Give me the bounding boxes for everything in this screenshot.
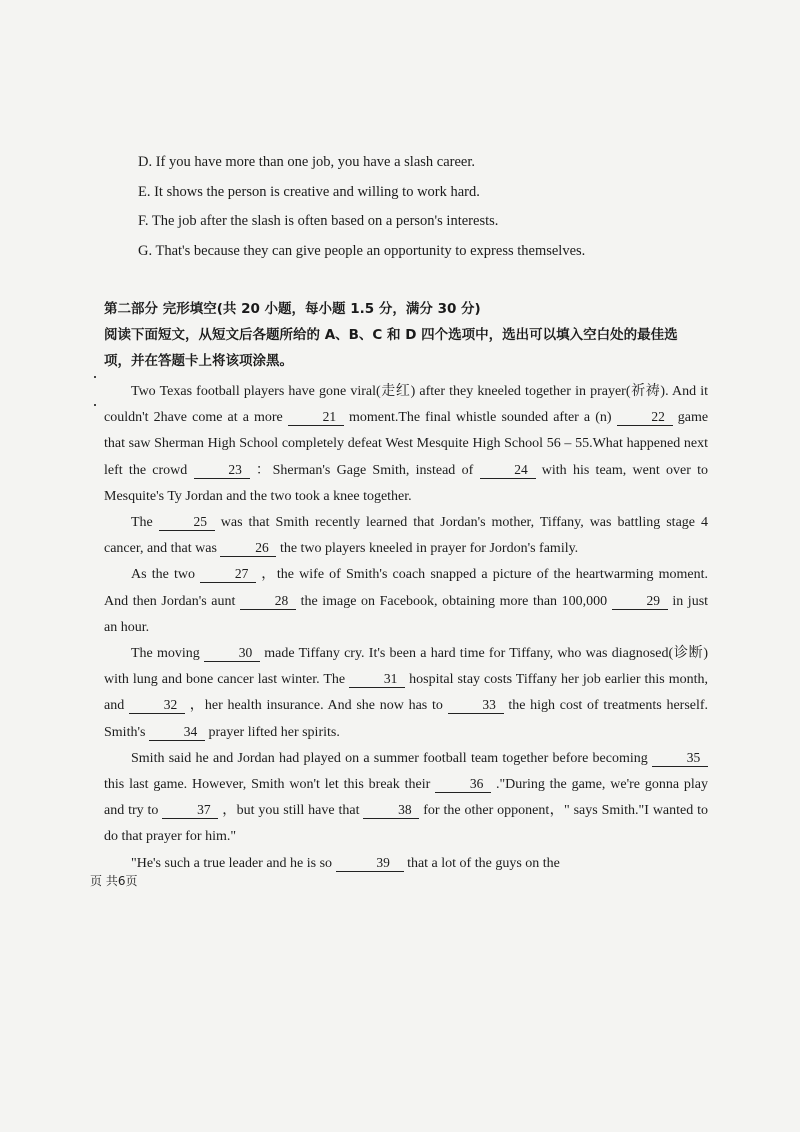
option-d: D. If you have more than one job, you have a slash career. — [138, 154, 476, 170]
blank-31: 31 — [349, 671, 405, 688]
blank-29: 29 — [612, 593, 668, 610]
passage-text: As the two — [131, 567, 195, 583]
section-instruction-line-1: 阅读下面短文，从短文后各题所给的 A、B、C 和 D 四个选项中，选出可以填入空白处的最佳选 — [104, 327, 678, 343]
blank-37: 37 — [162, 802, 218, 819]
passage-text: the two players kneeled in prayer for Jordon's family. — [279, 541, 579, 557]
paragraph-4 — [104, 641, 708, 746]
paragraph-3 — [104, 562, 708, 641]
passage-text: made Tiffany cry. It's been a hard time for Tiffany, who was diagnosed(诊断) with lung and bone cancer last winter. The — [104, 646, 709, 688]
option-e: E. It shows the person is creative and willing to work hard. — [138, 183, 480, 200]
passage-text: ，but you still have that — [222, 803, 360, 819]
paragraph-1 — [104, 379, 708, 510]
passage-text: Two Texas football players have gone viral(走红) after they kneeled together in prayer(祈祷). And it couldn't 2have come at a more — [104, 384, 708, 426]
page-footer: 页 共6页 — [90, 874, 138, 888]
passage-text: The moving — [131, 646, 200, 662]
blank-24: 24 — [480, 462, 536, 479]
blank-26: 26 — [220, 540, 276, 557]
blank-38: 38 — [363, 802, 419, 819]
passage-text: in just an hour. — [104, 593, 709, 635]
paragraph-2 — [104, 510, 708, 562]
blank-35: 35 — [652, 750, 708, 767]
blank-25: 25 — [159, 514, 215, 531]
passage-text: "He's such a true leader and he is so — [131, 855, 333, 871]
blank-28: 28 — [240, 593, 296, 610]
section-instruction-line-2: 项，并在答题卡上将该项涂黑。 — [104, 353, 293, 369]
passage-text: ，the wife of Smith's coach snapped a picture of the heartwarming moment. And then Jordan's aunt — [104, 567, 709, 609]
paragraph-5 — [104, 746, 708, 851]
passage-text: moment.The final whistle sounded after a (n) — [348, 410, 612, 426]
margin-mark — [94, 376, 96, 378]
passage-text: was that Smith recently learned that Jordan's mother, Tiffany, was battling stage 4 cancer, and that was — [104, 515, 709, 557]
option-g: G. That's because they can give people an opportunity to express themselves. — [138, 242, 586, 259]
passage-text: prayer lifted her spirits. — [208, 724, 340, 740]
cloze-passage — [104, 379, 708, 877]
blank-32: 32 — [129, 697, 185, 714]
passage-text: with his team, went over to Mesquite's Ty Jordan and the two took a knee together. — [104, 462, 709, 504]
blank-34: 34 — [149, 724, 205, 741]
blank-22: 22 — [617, 409, 673, 426]
passage-text: the high cost of treatments herself. Smith's — [104, 698, 709, 740]
blank-39: 39 — [336, 855, 404, 872]
passage-text: for the other opponent，" says Smith."I wanted to do that prayer for him." — [104, 803, 709, 845]
answer-options — [138, 148, 658, 266]
blank-21: 21 — [288, 409, 344, 426]
blank-33: 33 — [448, 697, 504, 714]
passage-text: ."During the game, we're gonna play and try to — [104, 777, 708, 819]
blank-23: 23 — [194, 462, 250, 479]
section-heading — [104, 296, 716, 375]
margin-mark — [94, 404, 96, 406]
passage-text: ：Sherman's Gage Smith, instead of — [255, 462, 474, 478]
passage-text: Smith said he and Jordan had played on a summer football team together before becoming — [131, 750, 648, 766]
passage-text: the image on Facebook, obtaining more than 100,000 — [300, 593, 608, 609]
blank-27: 27 — [200, 566, 256, 583]
blank-36: 36 — [435, 776, 491, 793]
passage-text: game that saw Sherman High School completely defeat West Mesquite High School 56 – 55.What happened next left the crowd — [104, 410, 709, 478]
passage-text: that a lot of the guys on the — [407, 855, 560, 871]
passage-text: ，her health insurance. And she now has to — [189, 698, 443, 714]
option-f: F. The job after the slash is often based on a person's interests. — [138, 213, 499, 229]
paragraph-6 — [104, 851, 708, 877]
blank-30: 30 — [204, 645, 260, 662]
passage-text: this last game. However, Smith won't let this break their — [104, 777, 431, 793]
section-title: 第二部分 完形填空(共 20 小题，每小题 1.5 分，满分 30 分) — [104, 301, 481, 317]
passage-text: The — [131, 515, 153, 531]
passage-text: hospital stay costs Tiffany her job earlier this month, and — [104, 672, 709, 714]
